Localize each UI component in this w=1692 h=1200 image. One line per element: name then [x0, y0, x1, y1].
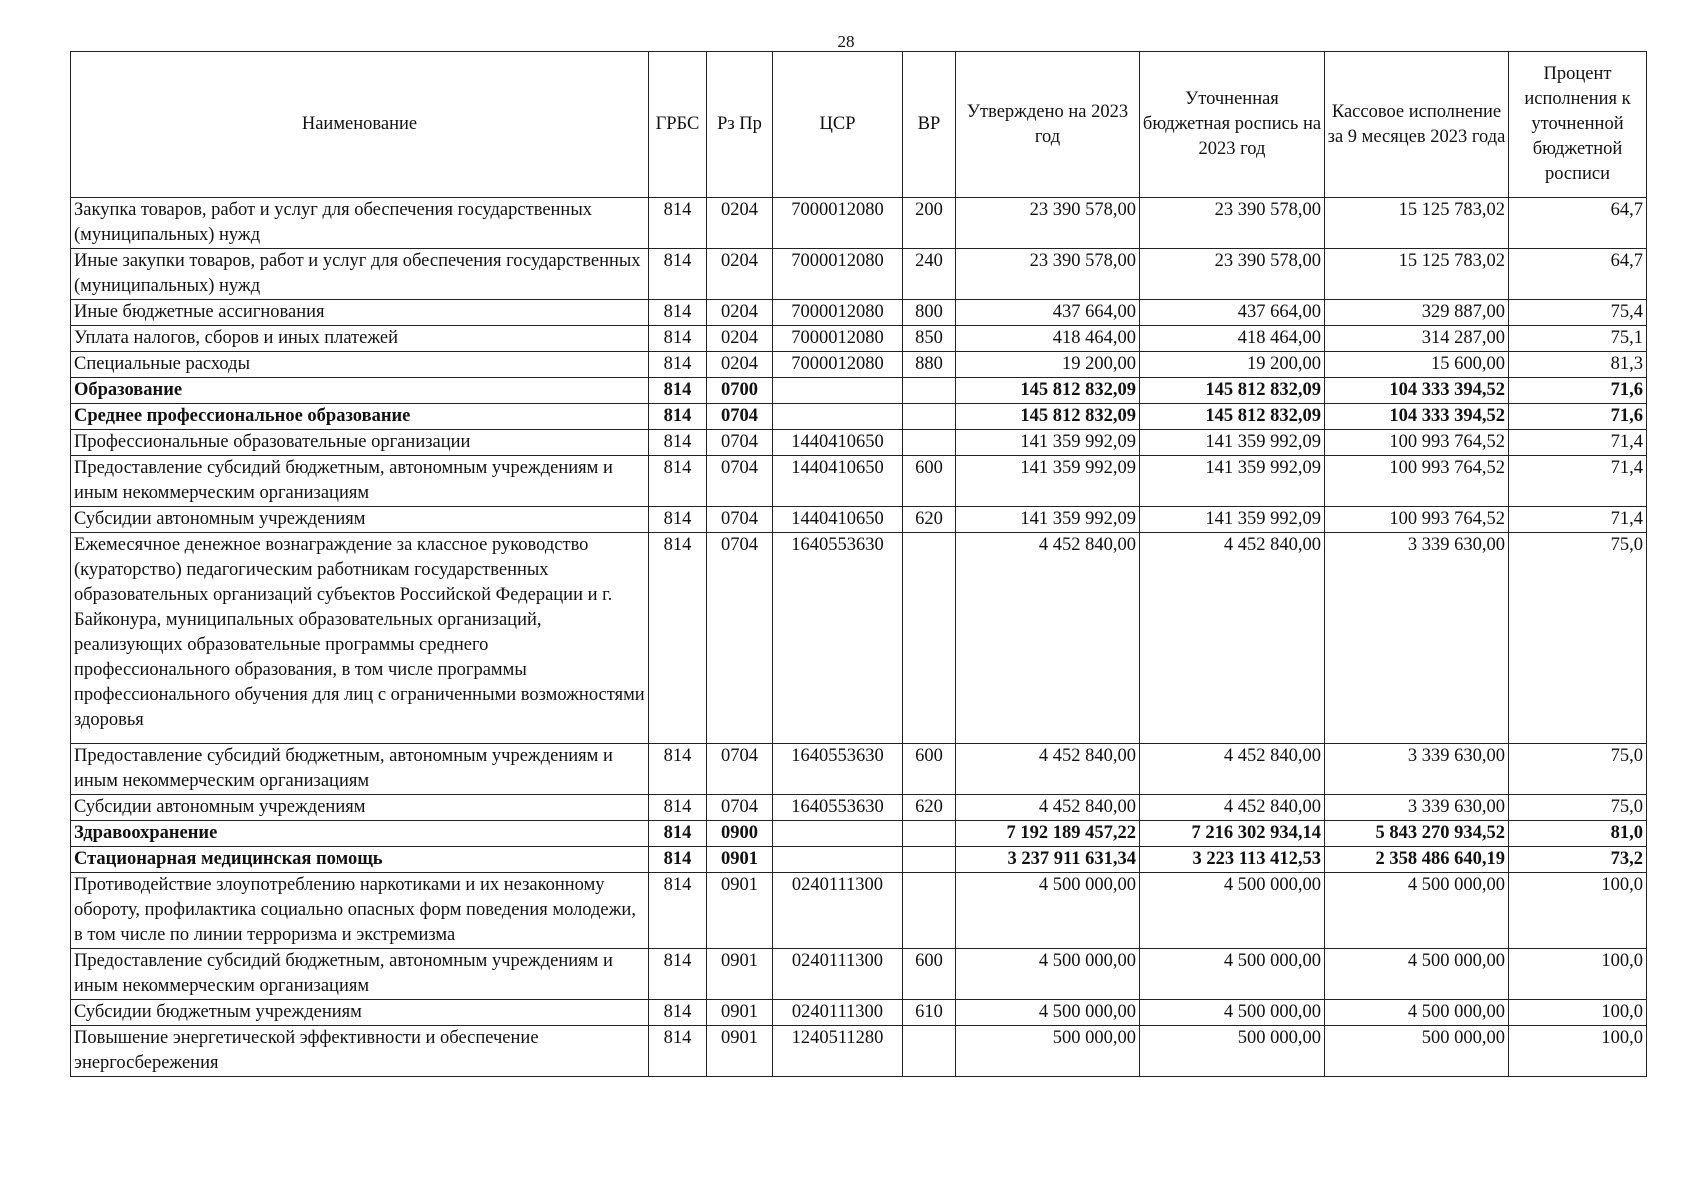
- cell-name: Профессиональные образовательные организации: [71, 430, 649, 456]
- cell-grbs: 814: [649, 378, 707, 404]
- cell-refined: 145 812 832,09: [1140, 404, 1325, 430]
- cell-cash: 3 339 630,00: [1325, 795, 1509, 821]
- cell-csr: 0240111300: [773, 949, 903, 1000]
- table-row: [71, 1000, 1647, 1026]
- cell-rzpr: 0901: [707, 847, 773, 873]
- cell-rzpr: 0704: [707, 430, 773, 456]
- cell-approved: 4 500 000,00: [956, 1000, 1140, 1026]
- table-row: [71, 795, 1647, 821]
- cell-name: Стационарная медицинская помощь: [71, 847, 649, 873]
- cell-cash: 100 993 764,52: [1325, 507, 1509, 533]
- cell-percent: 100,0: [1509, 1026, 1647, 1077]
- cell-refined: 7 216 302 934,14: [1140, 821, 1325, 847]
- cell-rzpr: 0901: [707, 1026, 773, 1077]
- cell-name: Субсидии автономным учреждениям: [71, 507, 649, 533]
- cell-rzpr: 0704: [707, 456, 773, 507]
- cell-approved: 437 664,00: [956, 300, 1140, 326]
- cell-cash: 4 500 000,00: [1325, 1000, 1509, 1026]
- cell-csr: [773, 404, 903, 430]
- cell-refined: 23 390 578,00: [1140, 198, 1325, 249]
- cell-refined: 141 359 992,09: [1140, 430, 1325, 456]
- cell-grbs: 814: [649, 873, 707, 949]
- cell-rzpr: 0204: [707, 326, 773, 352]
- table-row: [71, 378, 1647, 404]
- cell-csr: 7000012080: [773, 352, 903, 378]
- table-row: [71, 744, 1647, 795]
- header-cash: Кассовое исполнение за 9 месяцев 2023 года: [1325, 52, 1509, 198]
- cell-approved: 19 200,00: [956, 352, 1140, 378]
- cell-name: Противодействие злоупотреблению наркотиками и их незаконному обороту, профилактика социально опасных форм поведения молодежи, в том числе по линии терроризма и экстремизма: [71, 873, 649, 949]
- table-body: [71, 198, 1647, 1077]
- cell-csr: 1440410650: [773, 456, 903, 507]
- cell-refined: 4 500 000,00: [1140, 1000, 1325, 1026]
- cell-rzpr: 0900: [707, 821, 773, 847]
- cell-csr: 7000012080: [773, 249, 903, 300]
- cell-name: Предоставление субсидий бюджетным, автономным учреждениям и иным некоммерческим организациям: [71, 456, 649, 507]
- cell-name: Образование: [71, 378, 649, 404]
- cell-refined: 141 359 992,09: [1140, 507, 1325, 533]
- cell-approved: 4 500 000,00: [956, 873, 1140, 949]
- cell-refined: 4 500 000,00: [1140, 949, 1325, 1000]
- cell-name: Предоставление субсидий бюджетным, автономным учреждениям и иным некоммерческим организациям: [71, 744, 649, 795]
- cell-cash: 3 339 630,00: [1325, 744, 1509, 795]
- cell-name: Среднее профессиональное образование: [71, 404, 649, 430]
- cell-csr: 1640553630: [773, 795, 903, 821]
- cell-rzpr: 0901: [707, 949, 773, 1000]
- cell-percent: 100,0: [1509, 949, 1647, 1000]
- cell-refined: 500 000,00: [1140, 1026, 1325, 1077]
- cell-csr: [773, 378, 903, 404]
- cell-percent: 75,1: [1509, 326, 1647, 352]
- cell-approved: 23 390 578,00: [956, 249, 1140, 300]
- cell-rzpr: 0704: [707, 744, 773, 795]
- cell-rzpr: 0704: [707, 404, 773, 430]
- cell-vr: 200: [903, 198, 956, 249]
- header-name: Наименование: [71, 52, 649, 198]
- cell-cash: 314 287,00: [1325, 326, 1509, 352]
- page-number: 28: [837, 32, 855, 51]
- cell-cash: 4 500 000,00: [1325, 873, 1509, 949]
- cell-rzpr: 0901: [707, 1000, 773, 1026]
- cell-vr: 620: [903, 507, 956, 533]
- cell-refined: 437 664,00: [1140, 300, 1325, 326]
- cell-vr: 600: [903, 456, 956, 507]
- cell-approved: 3 237 911 631,34: [956, 847, 1140, 873]
- cell-vr: 850: [903, 326, 956, 352]
- cell-csr: 7000012080: [773, 300, 903, 326]
- table-row: [71, 198, 1647, 249]
- header-grbs: ГРБС: [649, 52, 707, 198]
- cell-approved: 145 812 832,09: [956, 378, 1140, 404]
- cell-cash: 15 125 783,02: [1325, 198, 1509, 249]
- cell-percent: 64,7: [1509, 249, 1647, 300]
- cell-refined: 3 223 113 412,53: [1140, 847, 1325, 873]
- cell-name: Предоставление субсидий бюджетным, автономным учреждениям и иным некоммерческим организациям: [71, 949, 649, 1000]
- cell-vr: 880: [903, 352, 956, 378]
- cell-csr: [773, 821, 903, 847]
- cell-rzpr: 0204: [707, 352, 773, 378]
- cell-name: Субсидии бюджетным учреждениям: [71, 1000, 649, 1026]
- cell-cash: 104 333 394,52: [1325, 378, 1509, 404]
- cell-cash: 15 600,00: [1325, 352, 1509, 378]
- table-row: [71, 847, 1647, 873]
- cell-percent: 75,0: [1509, 744, 1647, 795]
- cell-vr: [903, 847, 956, 873]
- cell-percent: 75,0: [1509, 795, 1647, 821]
- cell-approved: 7 192 189 457,22: [956, 821, 1140, 847]
- cell-name: Повышение энергетической эффективности и обеспечение энергосбережения: [71, 1026, 649, 1077]
- cell-rzpr: 0704: [707, 533, 773, 744]
- cell-vr: 620: [903, 795, 956, 821]
- cell-refined: 4 452 840,00: [1140, 795, 1325, 821]
- table-row: [71, 249, 1647, 300]
- table-row: [71, 873, 1647, 949]
- header-rzpr: Рз Пр: [707, 52, 773, 198]
- cell-vr: [903, 404, 956, 430]
- cell-name: Субсидии автономным учреждениям: [71, 795, 649, 821]
- cell-approved: 141 359 992,09: [956, 456, 1140, 507]
- cell-approved: 141 359 992,09: [956, 507, 1140, 533]
- cell-cash: 2 358 486 640,19: [1325, 847, 1509, 873]
- header-percent: Процент исполнения к уточненной бюджетной росписи: [1509, 52, 1647, 198]
- cell-vr: 800: [903, 300, 956, 326]
- cell-csr: 7000012080: [773, 198, 903, 249]
- cell-approved: 141 359 992,09: [956, 430, 1140, 456]
- cell-grbs: 814: [649, 300, 707, 326]
- cell-cash: 3 339 630,00: [1325, 533, 1509, 744]
- cell-refined: 19 200,00: [1140, 352, 1325, 378]
- table-row: [71, 456, 1647, 507]
- cell-percent: 100,0: [1509, 1000, 1647, 1026]
- cell-refined: 4 500 000,00: [1140, 873, 1325, 949]
- cell-percent: 71,4: [1509, 456, 1647, 507]
- cell-name: Уплата налогов, сборов и иных платежей: [71, 326, 649, 352]
- cell-grbs: 814: [649, 198, 707, 249]
- cell-grbs: 814: [649, 949, 707, 1000]
- cell-approved: 418 464,00: [956, 326, 1140, 352]
- cell-percent: 71,6: [1509, 404, 1647, 430]
- cell-approved: 4 452 840,00: [956, 533, 1140, 744]
- cell-percent: 81,0: [1509, 821, 1647, 847]
- cell-grbs: 814: [649, 404, 707, 430]
- header-vr: ВР: [903, 52, 956, 198]
- cell-percent: 75,0: [1509, 533, 1647, 744]
- cell-percent: 64,7: [1509, 198, 1647, 249]
- cell-cash: 104 333 394,52: [1325, 404, 1509, 430]
- cell-cash: 5 843 270 934,52: [1325, 821, 1509, 847]
- cell-vr: [903, 533, 956, 744]
- cell-vr: [903, 430, 956, 456]
- cell-percent: 71,6: [1509, 378, 1647, 404]
- cell-grbs: 814: [649, 744, 707, 795]
- header-refined: Уточненная бюджетная роспись на 2023 год: [1140, 52, 1325, 198]
- table-row: [71, 507, 1647, 533]
- cell-rzpr: 0704: [707, 507, 773, 533]
- cell-cash: 100 993 764,52: [1325, 430, 1509, 456]
- cell-csr: 0240111300: [773, 1000, 903, 1026]
- table-header-row: [71, 52, 1647, 198]
- cell-refined: 4 452 840,00: [1140, 533, 1325, 744]
- table-row: [71, 1026, 1647, 1077]
- cell-refined: 4 452 840,00: [1140, 744, 1325, 795]
- cell-cash: 100 993 764,52: [1325, 456, 1509, 507]
- table-row: [71, 533, 1647, 744]
- cell-grbs: 814: [649, 847, 707, 873]
- cell-cash: 500 000,00: [1325, 1026, 1509, 1077]
- cell-approved: 23 390 578,00: [956, 198, 1140, 249]
- cell-rzpr: 0901: [707, 873, 773, 949]
- cell-csr: 1440410650: [773, 430, 903, 456]
- cell-name: Закупка товаров, работ и услуг для обеспечения государственных (муниципальных) нужд: [71, 198, 649, 249]
- cell-vr: [903, 1026, 956, 1077]
- table-row: [71, 300, 1647, 326]
- cell-approved: 4 452 840,00: [956, 795, 1140, 821]
- cell-rzpr: 0700: [707, 378, 773, 404]
- cell-vr: 610: [903, 1000, 956, 1026]
- cell-approved: 4 452 840,00: [956, 744, 1140, 795]
- table-row: [71, 821, 1647, 847]
- cell-csr: [773, 847, 903, 873]
- cell-grbs: 814: [649, 1026, 707, 1077]
- budget-table: [70, 51, 1647, 1077]
- cell-grbs: 814: [649, 533, 707, 744]
- cell-grbs: 814: [649, 326, 707, 352]
- cell-approved: 500 000,00: [956, 1026, 1140, 1077]
- cell-vr: 240: [903, 249, 956, 300]
- cell-vr: [903, 873, 956, 949]
- cell-cash: 15 125 783,02: [1325, 249, 1509, 300]
- table-row: [71, 949, 1647, 1000]
- cell-csr: 1640553630: [773, 744, 903, 795]
- cell-approved: 4 500 000,00: [956, 949, 1140, 1000]
- cell-cash: 4 500 000,00: [1325, 949, 1509, 1000]
- cell-percent: 73,2: [1509, 847, 1647, 873]
- cell-vr: [903, 821, 956, 847]
- cell-percent: 71,4: [1509, 507, 1647, 533]
- cell-grbs: 814: [649, 430, 707, 456]
- cell-approved: 145 812 832,09: [956, 404, 1140, 430]
- cell-cash: 329 887,00: [1325, 300, 1509, 326]
- cell-percent: 75,4: [1509, 300, 1647, 326]
- cell-name: Здравоохранение: [71, 821, 649, 847]
- cell-grbs: 814: [649, 352, 707, 378]
- cell-refined: 145 812 832,09: [1140, 378, 1325, 404]
- cell-grbs: 814: [649, 821, 707, 847]
- cell-grbs: 814: [649, 249, 707, 300]
- cell-rzpr: 0204: [707, 300, 773, 326]
- cell-vr: 600: [903, 949, 956, 1000]
- cell-percent: 71,4: [1509, 430, 1647, 456]
- cell-refined: 141 359 992,09: [1140, 456, 1325, 507]
- table-row: [71, 404, 1647, 430]
- cell-csr: 1240511280: [773, 1026, 903, 1077]
- cell-csr: 7000012080: [773, 326, 903, 352]
- table-row: [71, 352, 1647, 378]
- cell-grbs: 814: [649, 507, 707, 533]
- cell-csr: 1640553630: [773, 533, 903, 744]
- cell-refined: 418 464,00: [1140, 326, 1325, 352]
- cell-percent: 81,3: [1509, 352, 1647, 378]
- cell-name: Иные закупки товаров, работ и услуг для обеспечения государственных (муниципальных) нужд: [71, 249, 649, 300]
- cell-rzpr: 0204: [707, 249, 773, 300]
- table-row: [71, 326, 1647, 352]
- cell-rzpr: 0704: [707, 795, 773, 821]
- cell-name: Специальные расходы: [71, 352, 649, 378]
- cell-grbs: 814: [649, 1000, 707, 1026]
- cell-csr: 0240111300: [773, 873, 903, 949]
- cell-grbs: 814: [649, 456, 707, 507]
- cell-grbs: 814: [649, 795, 707, 821]
- cell-vr: 600: [903, 744, 956, 795]
- cell-name: Ежемесячное денежное вознаграждение за классное руководство (кураторство) педагогическим работникам государственных образовательных организаций субъектов Российской Федерации и г. Байконура, муниципальных образовательных организаций, реализующих образовательные программы среднего профессионального образования, в том числе программы профессионального обучения для лиц с ограниченными возможностями здоровья: [71, 533, 649, 744]
- cell-refined: 23 390 578,00: [1140, 249, 1325, 300]
- header-approved: Утверждено на 2023 год: [956, 52, 1140, 198]
- cell-name: Иные бюджетные ассигнования: [71, 300, 649, 326]
- table-row: [71, 430, 1647, 456]
- cell-vr: [903, 378, 956, 404]
- header-csr: ЦСР: [773, 52, 903, 198]
- cell-percent: 100,0: [1509, 873, 1647, 949]
- cell-rzpr: 0204: [707, 198, 773, 249]
- cell-csr: 1440410650: [773, 507, 903, 533]
